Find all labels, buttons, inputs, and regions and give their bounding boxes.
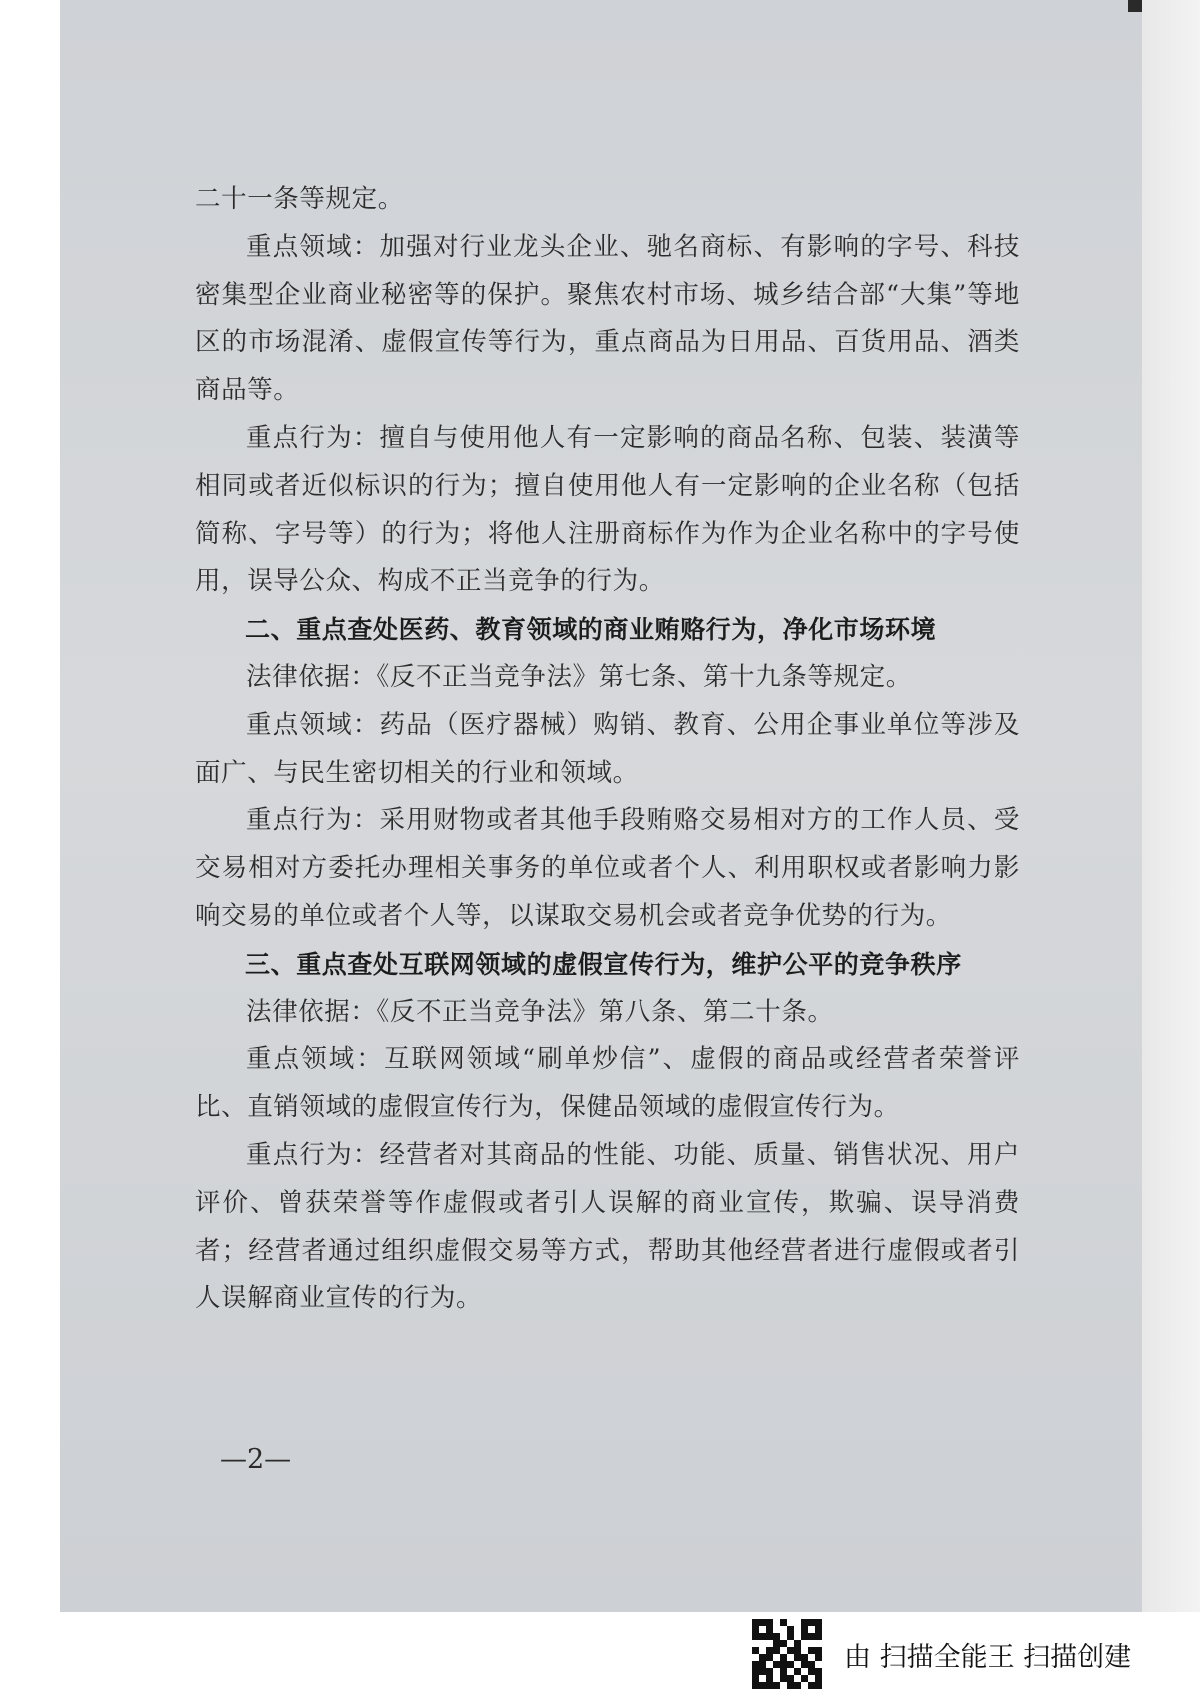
paragraph-0: 二十一条等规定。 [195,184,404,214]
qr-code-icon [752,1619,822,1689]
page-number: —2— [220,1444,292,1475]
paragraph-2: 重点行为：擅自与使用他人有一定影响的商品名称、包装、装潢等相同或者近似标识的行为；擅自使用他人有一定影响的企业名称（包括简称、字号等）的行为；将他人注册商标作为作为企业名称中的字号使用，误导公众、构成不正当竞争的行为。 [195,422,1020,597]
paragraph-9: 重点领域：互联网领域“刷单炒信”、虚假的商品或经营者荣誉评比、直销领域的虚假宣传行为，保健品领域的虚假宣传行为。 [195,1044,1020,1123]
paragraph-4: 法律依据：《反不正当竞争法》第七条、第十九条等规定。 [246,661,912,692]
page-edge [1142,0,1200,1612]
paragraph-5: 重点领域：药品（医疗器械）购销、教育、公用企事业单位等涉及面广、与民生密切相关的行业和领域。 [195,709,1020,788]
document-body [195,176,1020,1323]
section-heading-2: 二、重点查处医药、教育领域的商业贿赂行为，净化市场环境 [245,615,937,645]
paragraph-8: 法律依据：《反不正当竞争法》第八条、第二十条。 [246,996,834,1027]
paragraph-10: 重点行为：经营者对其商品的性能、功能、质量、销售状况、用户评价、曾获荣誉等作虚假或者引人误解的商业宣传，欺骗、误导消费者；经营者通过组织虚假交易等方式，帮助其他经营者进行虚假或者引人误解商业宣传的行为。 [195,1139,1020,1314]
paragraph-1: 重点领域：加强对行业龙头企业、驰名商标、有影响的字号、科技密集型企业商业秘密等的保护。聚焦农村市场、城乡结合部“大集”等地区的市场混淆、虚假宣传等行为，重点商品为日用品、百货用品、酒类商品等。 [195,231,1020,406]
scan-corner [1128,0,1142,12]
scanner-watermark [752,1618,1131,1690]
watermark-text: 由 扫描全能王 扫描创建 [844,1641,1132,1673]
paragraph-6: 重点行为：采用财物或者其他手段贿赂交易相对方的工作人员、受交易相对方委托办理相关事务的单位或者个人、利用职权或者影响力影响交易的单位或者个人等，以谋取交易机会或者竞争优势的行为。 [195,805,1020,931]
section-heading-3: 三、重点查处互联网领域的虚假宣传行为，维护公平的竞争秩序 [245,949,962,979]
